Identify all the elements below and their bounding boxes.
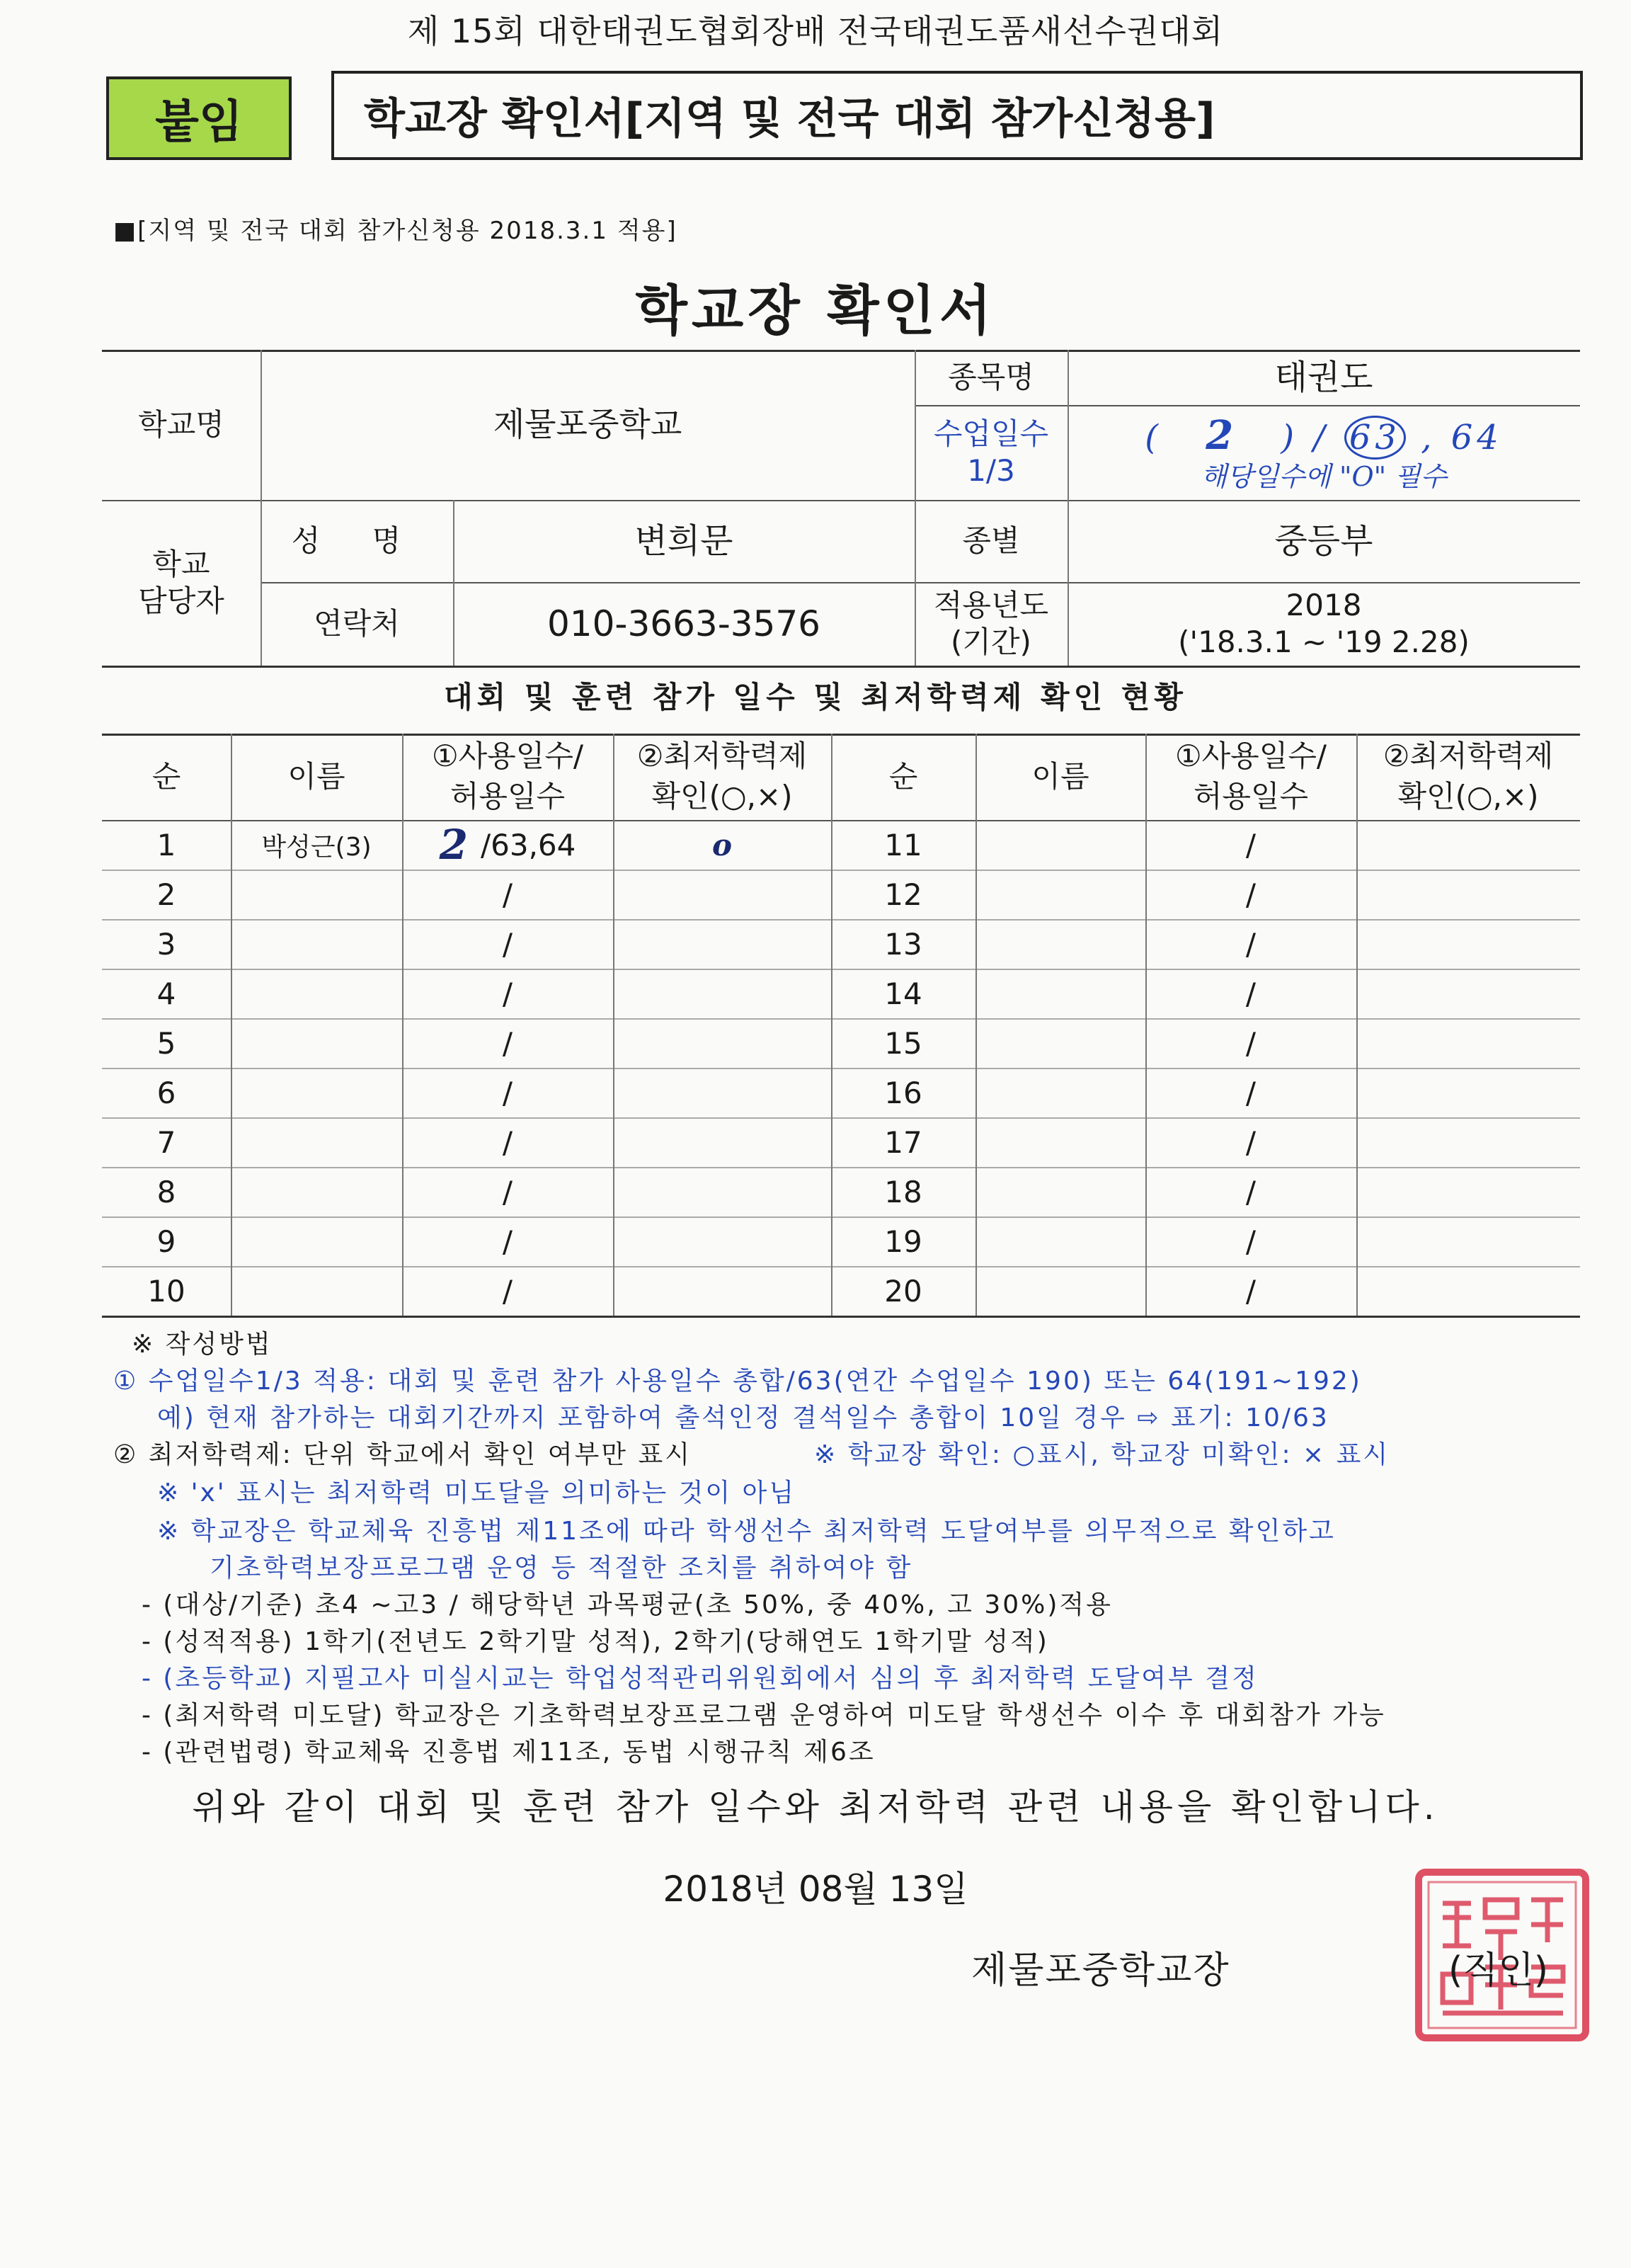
class-days-note: 해당일수에 "O" 필수 xyxy=(1201,461,1447,493)
grid-header-days-line2: 허용일수 xyxy=(1193,779,1309,814)
note-1b: 예) 현재 참가하는 대회기간까지 포함하여 출석인정 결석일수 총합이 10일 경우 ⇨ 표기: 10/63 xyxy=(157,1403,1329,1432)
note-2b: ※ 학교장 확인: ○표시, 학교장 미확인: × 표시 xyxy=(814,1440,1390,1469)
row-number: 8 xyxy=(156,1174,176,1209)
grid-divider xyxy=(975,734,977,1316)
days-slash: / xyxy=(1245,877,1257,912)
page-title: 학교장 확인서 xyxy=(635,279,996,342)
division-label: 종별 xyxy=(962,523,1020,558)
row-number: 20 xyxy=(884,1273,922,1309)
grid-header-days-1 xyxy=(402,734,613,820)
year-value xyxy=(1068,582,1580,666)
row-number: 5 xyxy=(156,1025,176,1061)
grid-header-acad-1 xyxy=(613,734,831,820)
days-slash: / xyxy=(502,1224,513,1259)
grid-header-acad-2 xyxy=(1356,734,1580,820)
grid-header-days-line1: ①사용일수/ xyxy=(431,739,584,774)
grid-header-seq-2: 순 xyxy=(888,758,918,794)
row-number: 11 xyxy=(884,827,922,862)
seal-label: (직인) xyxy=(1448,1949,1549,1992)
confirmation-statement: 위와 같이 대회 및 훈련 참가 일수와 최저학력 관련 내용을 확인합니다. xyxy=(192,1787,1439,1828)
days-slash: / xyxy=(502,1025,513,1061)
days-slash: / xyxy=(502,1124,513,1160)
days-close-paren: ) xyxy=(1281,418,1299,458)
year-value-line2: ('18.3.1 ~ '19 2.28) xyxy=(1178,625,1470,659)
detail-5: - (관련법령) 학교체육 진흥법 제11조, 동법 시행규칙 제6조 xyxy=(142,1738,876,1767)
days-64: , 64 xyxy=(1421,418,1503,458)
class-days-fraction xyxy=(1145,411,1503,460)
detail-3-text: - (초등학교) 지필고사 미실시교는 학업성적관리위원회에서 심의 후 최저학력 도달여부 결정 xyxy=(142,1664,1259,1693)
year-label-line1: 적용년도 xyxy=(933,587,1049,622)
class-days-value xyxy=(1068,405,1580,500)
grid-header-days-2 xyxy=(1145,734,1356,820)
row-number: 13 xyxy=(884,926,922,962)
days-slash: / xyxy=(1245,1124,1257,1160)
days-slash: / xyxy=(1245,1075,1257,1110)
allowed-days: /63,64 xyxy=(480,827,576,862)
class-days-label xyxy=(915,405,1068,500)
division-value: 중등부 xyxy=(1274,521,1373,561)
grid-header-name-2: 이름 xyxy=(1031,758,1089,794)
row-number: 4 xyxy=(156,976,176,1011)
contact-value: 010-3663-3576 xyxy=(546,603,820,644)
year-label-line2: (기간) xyxy=(951,625,1031,659)
days-slash: / xyxy=(1245,827,1257,862)
year-value-line1: 2018 xyxy=(1286,587,1362,622)
class-days-label-line1: 수업일수 xyxy=(933,416,1049,451)
grid-header-acad-line1: ②최저학력제 xyxy=(1383,739,1554,774)
days-used-handwritten: 2 xyxy=(1206,412,1238,460)
row-number: 15 xyxy=(884,1025,922,1061)
note-1a: ① 수업일수1/3 적용: 대회 및 훈련 참가 사용일수 총합/63(연간 수업일수 190) 또는 64(191~192) xyxy=(113,1367,1362,1396)
grid-header-name-1: 이름 xyxy=(287,758,345,794)
grid-header-acad-line2: 확인(○,×) xyxy=(651,779,793,814)
days-slash: / xyxy=(1245,1224,1257,1259)
row-number: 2 xyxy=(156,877,176,912)
grid-rule xyxy=(102,1316,1580,1318)
row-number: 18 xyxy=(884,1174,922,1209)
academic-check-mark: o xyxy=(711,827,732,862)
row-number: 10 xyxy=(147,1273,185,1309)
staff-label-line2: 담당자 xyxy=(138,583,224,618)
document-date: 2018년 08월 13일 xyxy=(663,1869,968,1910)
row-number: 19 xyxy=(884,1224,922,1259)
detail-4: - (최저학력 미도달) 학교장은 기초학력보장프로그램 운영하여 미도달 학생선수 이수 후 대회참가 가능 xyxy=(142,1701,1386,1730)
row-number: 17 xyxy=(884,1124,922,1160)
note-2a: ② 최저학력제: 단위 학교에서 확인 여부만 표시 xyxy=(113,1440,692,1469)
days-slash: / xyxy=(1245,1025,1257,1061)
days-slash: / xyxy=(1245,1273,1257,1309)
days-open-paren: ( xyxy=(1145,418,1162,458)
row-number: 12 xyxy=(884,877,922,912)
attachment-badge: 붙임 xyxy=(106,76,292,160)
days-slash: / xyxy=(502,1273,513,1309)
days-slash: / xyxy=(502,1075,513,1110)
days-slash: / xyxy=(502,926,513,962)
days-slash: / xyxy=(502,1174,513,1209)
detail-2: - (성적적용) 1학기(전년도 2학기말 성적), 2학기(당해연도 1학기말 성적) xyxy=(142,1627,1049,1656)
grid-header-acad-line2: 확인(○,×) xyxy=(1397,779,1539,814)
event-label: 종목명 xyxy=(948,359,1034,394)
days-63-circled: 63 xyxy=(1344,416,1406,460)
grid-divider xyxy=(1356,734,1358,1316)
days-slash: / xyxy=(1245,926,1257,962)
detail-3 xyxy=(142,1658,1259,1694)
year-label xyxy=(915,582,1068,666)
status-title: 대회 및 훈련 참가 일수 및 최저학력제 확인 현황 xyxy=(444,680,1187,714)
principal-name: 제물포중학교장 xyxy=(971,1949,1230,1992)
event-title: 제 15회 대한태권도협회장배 전국태권도품새선수권대회 xyxy=(407,12,1224,50)
note-3: ※ 'x' 표시는 최저학력 미도달을 의미하는 것이 아님 xyxy=(157,1478,796,1508)
detail-1: - (대상/기준) 초4 ~고3 / 해당학년 과목평균(초 50%, 중 40%, 고 30%)적용 xyxy=(142,1590,1113,1619)
document-heading: 학교장 확인서[지역 및 전국 대회 참가신청용] xyxy=(331,71,1583,160)
days-slash: / xyxy=(502,976,513,1011)
table-rule xyxy=(102,666,1580,668)
staff-name: 변희문 xyxy=(634,521,733,561)
row-number: 1 xyxy=(156,827,176,862)
grid-header-seq-1: 순 xyxy=(151,758,181,794)
row-number: 16 xyxy=(884,1075,922,1110)
name-label: 성 명 xyxy=(291,523,423,558)
row-number: 9 xyxy=(156,1224,176,1259)
participant-name: 박성근(3) xyxy=(261,832,372,862)
grid-header-acad-line1: ②최저학력제 xyxy=(636,739,808,774)
event-value: 태권도 xyxy=(1274,358,1373,397)
contact-label: 연락처 xyxy=(314,605,400,641)
days-slash: / xyxy=(502,877,513,912)
grid-header-days-line1: ①사용일수/ xyxy=(1174,739,1327,774)
row-number: 7 xyxy=(156,1124,176,1160)
days-slash: / xyxy=(1313,418,1329,458)
class-days-label-line2: 1/3 xyxy=(967,453,1015,488)
row-number: 3 xyxy=(156,926,176,962)
apply-note: ■[지역 및 전국 대회 참가신청용 2018.3.1 적용] xyxy=(113,217,677,245)
note-4b: 기초학력보장프로그램 운영 등 적절한 조치를 취하여야 함 xyxy=(210,1554,913,1583)
notes-heading: ※ 작성방법 xyxy=(132,1330,273,1359)
school-name: 제물포중학교 xyxy=(493,405,682,444)
row-number: 6 xyxy=(156,1075,176,1110)
row-number: 14 xyxy=(884,976,922,1011)
school-label: 학교명 xyxy=(138,406,224,442)
participant-days xyxy=(402,820,613,870)
used-days-handwritten: 2 xyxy=(439,821,468,869)
days-slash: / xyxy=(1245,976,1257,1011)
staff-label-line1: 학교 xyxy=(152,546,210,581)
staff-label xyxy=(102,500,261,666)
note-4a: ※ 학교장은 학교체육 진흥법 제11조에 따라 학생선수 최저학력 도달여부를 의무적으로 확인하고 xyxy=(157,1517,1336,1546)
days-slash: / xyxy=(1245,1174,1257,1209)
grid-header-days-line2: 허용일수 xyxy=(450,779,566,814)
